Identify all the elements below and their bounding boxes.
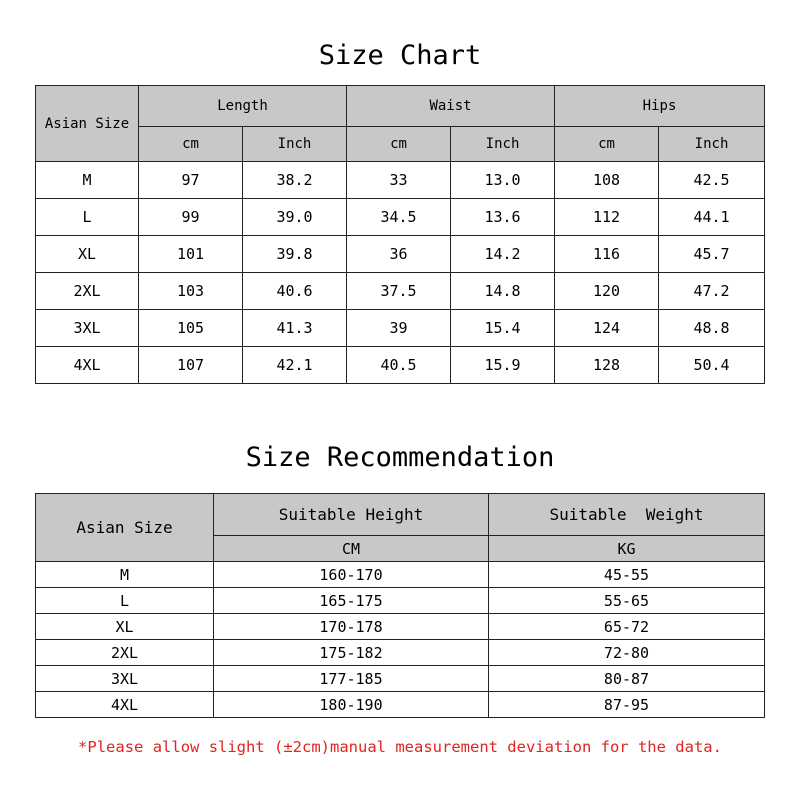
size-chart-cell: 38.2 — [243, 162, 347, 199]
measurement-deviation-note: *Please allow slight (±2cm)manual measurement deviation for the data. — [78, 738, 722, 756]
size-chart-cell: 45.7 — [659, 236, 765, 273]
size-chart-row — [36, 199, 765, 236]
size-label: 4XL — [36, 347, 139, 384]
unit-header: Inch — [243, 127, 347, 162]
size-chart-cell: 37.5 — [347, 273, 451, 310]
size-chart-cell: 112 — [555, 199, 659, 236]
weight-range: 72-80 — [489, 640, 765, 666]
size-chart-title: Size Chart — [318, 40, 482, 71]
size-label: L — [36, 588, 214, 614]
size-label: L — [36, 199, 139, 236]
size-chart-cell: 40.6 — [243, 273, 347, 310]
weight-range: 55-65 — [489, 588, 765, 614]
size-chart-cell: 42.1 — [243, 347, 347, 384]
suitable-weight-header: Suitable Weight — [489, 494, 765, 536]
recommendation-header-row — [36, 494, 765, 536]
size-chart-cell: 14.8 — [451, 273, 555, 310]
size-chart-group-header-row — [36, 86, 765, 127]
unit-header: cm — [347, 127, 451, 162]
size-label: M — [36, 562, 214, 588]
size-chart-cell: 40.5 — [347, 347, 451, 384]
weight-range: 65-72 — [489, 614, 765, 640]
size-chart-table — [35, 85, 765, 384]
weight-range: 80-87 — [489, 666, 765, 692]
size-chart-cell: 39.8 — [243, 236, 347, 273]
size-chart-cell: 124 — [555, 310, 659, 347]
height-range: 175-182 — [214, 640, 489, 666]
length-header: Length — [139, 86, 347, 127]
size-chart-row — [36, 162, 765, 199]
weight-unit-header: KG — [489, 536, 765, 562]
size-chart-cell: 97 — [139, 162, 243, 199]
size-label: 3XL — [36, 666, 214, 692]
size-chart-cell: 105 — [139, 310, 243, 347]
size-chart-cell: 13.0 — [451, 162, 555, 199]
size-chart-cell: 116 — [555, 236, 659, 273]
recommendation-row — [36, 614, 765, 640]
suitable-height-header: Suitable Height — [214, 494, 489, 536]
size-chart-cell: 47.2 — [659, 273, 765, 310]
size-label: 3XL — [36, 310, 139, 347]
recommendation-row — [36, 562, 765, 588]
size-chart-cell: 128 — [555, 347, 659, 384]
recommendation-row — [36, 666, 765, 692]
size-recommendation-table — [35, 493, 765, 718]
weight-range: 87-95 — [489, 692, 765, 718]
size-chart-row — [36, 347, 765, 384]
size-label: 4XL — [36, 692, 214, 718]
unit-header: Inch — [451, 127, 555, 162]
size-chart-cell: 39 — [347, 310, 451, 347]
weight-range: 45-55 — [489, 562, 765, 588]
size-chart-cell: 50.4 — [659, 347, 765, 384]
size-chart-cell: 108 — [555, 162, 659, 199]
asian-size-header: Asian Size — [36, 494, 214, 562]
size-chart-cell: 44.1 — [659, 199, 765, 236]
size-chart-row — [36, 273, 765, 310]
size-chart-cell: 36 — [347, 236, 451, 273]
recommendation-row — [36, 588, 765, 614]
height-range: 165-175 — [214, 588, 489, 614]
unit-header: Inch — [659, 127, 765, 162]
size-chart-cell: 33 — [347, 162, 451, 199]
asian-size-header: Asian Size — [36, 86, 139, 162]
size-chart-cell: 15.9 — [451, 347, 555, 384]
size-chart-cell: 99 — [139, 199, 243, 236]
recommendation-row — [36, 640, 765, 666]
hips-header: Hips — [555, 86, 765, 127]
size-label: XL — [36, 614, 214, 640]
unit-header: cm — [139, 127, 243, 162]
size-label: M — [36, 162, 139, 199]
height-range: 177-185 — [214, 666, 489, 692]
size-chart-unit-header-row — [36, 127, 765, 162]
size-chart-cell: 48.8 — [659, 310, 765, 347]
size-chart-cell: 107 — [139, 347, 243, 384]
size-label: 2XL — [36, 273, 139, 310]
size-chart-cell: 34.5 — [347, 199, 451, 236]
unit-header: cm — [555, 127, 659, 162]
size-chart-row — [36, 310, 765, 347]
size-chart-cell: 41.3 — [243, 310, 347, 347]
height-unit-header: CM — [214, 536, 489, 562]
size-chart-row — [36, 236, 765, 273]
size-chart-cell: 101 — [139, 236, 243, 273]
size-chart-cell: 14.2 — [451, 236, 555, 273]
recommendation-row — [36, 692, 765, 718]
waist-header: Waist — [347, 86, 555, 127]
height-range: 160-170 — [214, 562, 489, 588]
size-chart-cell: 15.4 — [451, 310, 555, 347]
size-label: XL — [36, 236, 139, 273]
size-label: 2XL — [36, 640, 214, 666]
height-range: 180-190 — [214, 692, 489, 718]
size-recommendation-title: Size Recommendation — [245, 442, 555, 473]
size-chart-cell: 13.6 — [451, 199, 555, 236]
height-range: 170-178 — [214, 614, 489, 640]
size-chart-cell: 39.0 — [243, 199, 347, 236]
size-chart-cell: 120 — [555, 273, 659, 310]
size-chart-cell: 42.5 — [659, 162, 765, 199]
size-chart-cell: 103 — [139, 273, 243, 310]
